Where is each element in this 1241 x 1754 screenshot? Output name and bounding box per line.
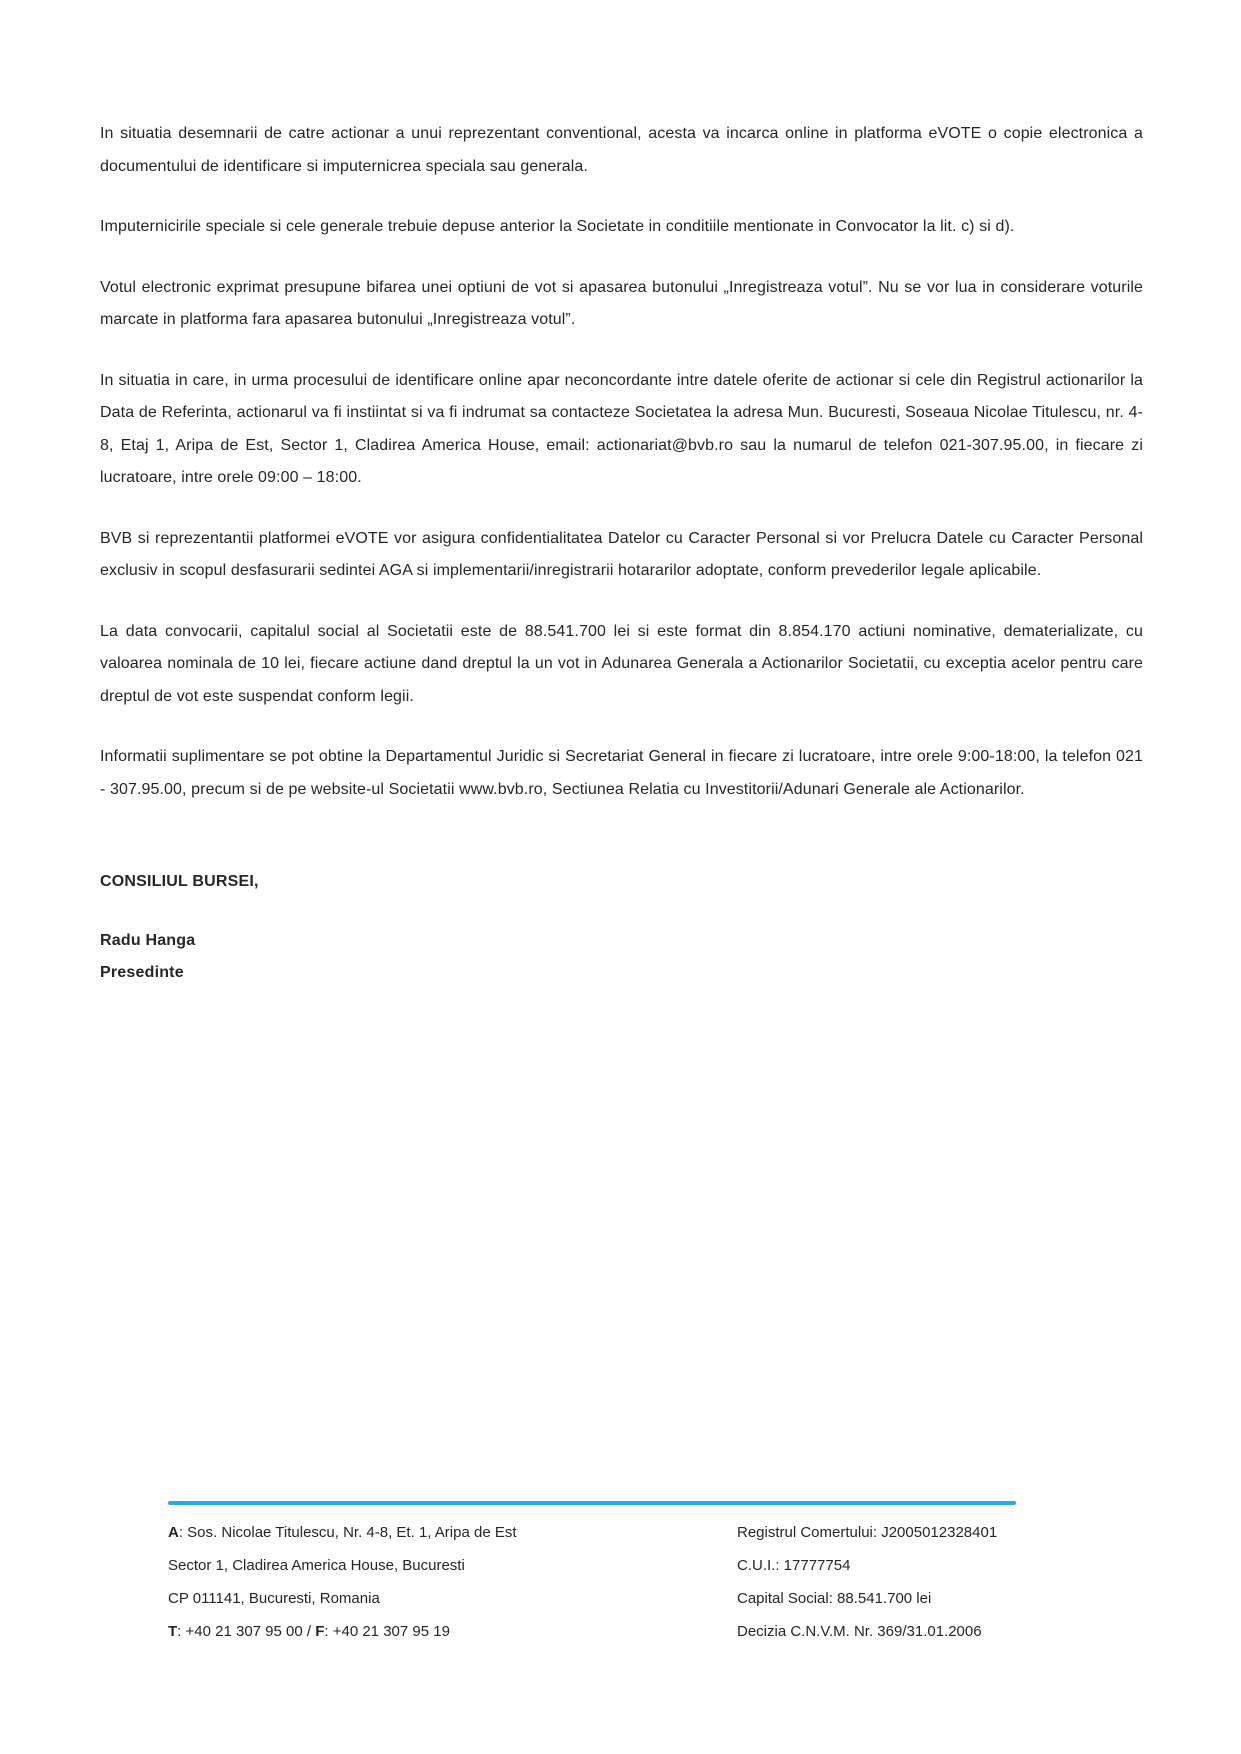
footer-capital-line: Capital Social: 88.541.700 lei bbox=[737, 1590, 932, 1607]
footer-cui-line: C.U.I.: 17777754 bbox=[737, 1557, 851, 1574]
paragraph-electronic-vote: Votul electronic exprimat presupune bifarea unei optiuni de vot si apasarea butonului „Inregistreaza votul”. Nu se vor lua in considerare voturile marcate in platforma fara apasarea butonului „Inregistreaza votul”. bbox=[100, 278, 1143, 328]
footer-address-line2: Sector 1, Cladirea America House, Bucuresti bbox=[168, 1557, 465, 1574]
paragraph-share-capital: La data convocarii, capitalul social al Societatii este de 88.541.700 lei si este format din 8.854.170 actiuni nominative, dematerializate, cu valoarea nominala de 10 lei, fiecare actiune dand dreptul la un vot in Adunarea Generala a Actionarilor Societatii, cu exceptia acelor pentru care dreptul de vot este suspendat conform legii. bbox=[100, 622, 1143, 705]
footer-address-text: : Sos. Nicolae Titulescu, Nr. 4-8, Et. 1, Aripa de Est bbox=[178, 1524, 517, 1541]
footer-fax-text: : +40 21 307 95 19 bbox=[324, 1623, 450, 1640]
paragraph-additional-info: Informatii suplimentare se pot obtine la Departamentul Juridic si Secretariat General in fiecare zi lucratoare, intre orele 9:00-18:00, la telefon 021 - 307.95.00, precum si de pe website-ul Societatii www.bvb.ro, Sectiunea Relatia cu Investitorii/Adunari Generale ale Actionarilor. bbox=[100, 748, 1143, 798]
footer-divider-rule bbox=[168, 1501, 1016, 1505]
document-body bbox=[100, 118, 1143, 990]
footer-phone-label: T bbox=[168, 1623, 178, 1640]
signature-name: Radu Hanga bbox=[100, 931, 196, 949]
paragraph-proxies-deadline: Imputernicirile speciale si cele generale trebuie depuse anterior la Societate in conditiile mentionate in Convocator la lit. c) si d). bbox=[100, 218, 1015, 235]
footer-address-column bbox=[168, 1516, 517, 1648]
paragraph-identification-mismatch: In situatia in care, in urma procesului de identificare online apar neconcordante intre datele oferite de actionar si cele din Registrul actionarilor la Data de Referinta, actionarul va fi instiintat si va fi indrumat sa contacteze Societatea la adresa Mun. Bucuresti, Soseaua Nicolae Titulescu, nr. 4-8, Etaj 1, Aripa de Est, Sector 1, Cladirea America House, email: actionariat@bvb.ro sau la numarul de telefon 021-307.95.00, in fiecare zi lucratoare, intre orele 09:00 – 18:00. bbox=[100, 371, 1143, 486]
footer-phone-text: : +40 21 307 95 00 / bbox=[177, 1623, 316, 1640]
footer-fax-label: F bbox=[315, 1623, 325, 1640]
signature-title: Presedinte bbox=[100, 964, 184, 981]
paragraph-data-confidentiality: BVB si reprezentantii platformei eVOTE vor asigura confidentialitatea Datelor cu Caracter Personal si vor Prelucra Datele cu Caracter Personal exclusiv in scopul desfasurarii sedintei AGA si implementarii/inregistrarii hotararilor adoptate, conform prevederilor legale aplicabile. bbox=[100, 529, 1143, 579]
footer-decision-line: Decizia C.N.V.M. Nr. 369/31.01.2006 bbox=[737, 1623, 982, 1640]
footer-address-label: A bbox=[168, 1524, 179, 1541]
footer-address-line3: CP 011141, Bucuresti, Romania bbox=[168, 1590, 380, 1607]
footer-registry-line: Registrul Comertului: J2005012328401 bbox=[737, 1524, 998, 1541]
paragraph-representative-upload: In situatia desemnarii de catre actionar a unui reprezentant conventional, acesta va incarca online in platforma eVOTE o copie electronica a documentului de identificare si imputernicrea speciala sau generala. bbox=[100, 125, 1143, 175]
signature-block bbox=[100, 866, 1143, 990]
signature-board-label: CONSILIUL BURSEI, bbox=[100, 873, 259, 890]
footer-registry-column bbox=[737, 1516, 997, 1648]
footer-phone-line bbox=[168, 1615, 517, 1648]
footer-address-line1 bbox=[168, 1516, 517, 1549]
